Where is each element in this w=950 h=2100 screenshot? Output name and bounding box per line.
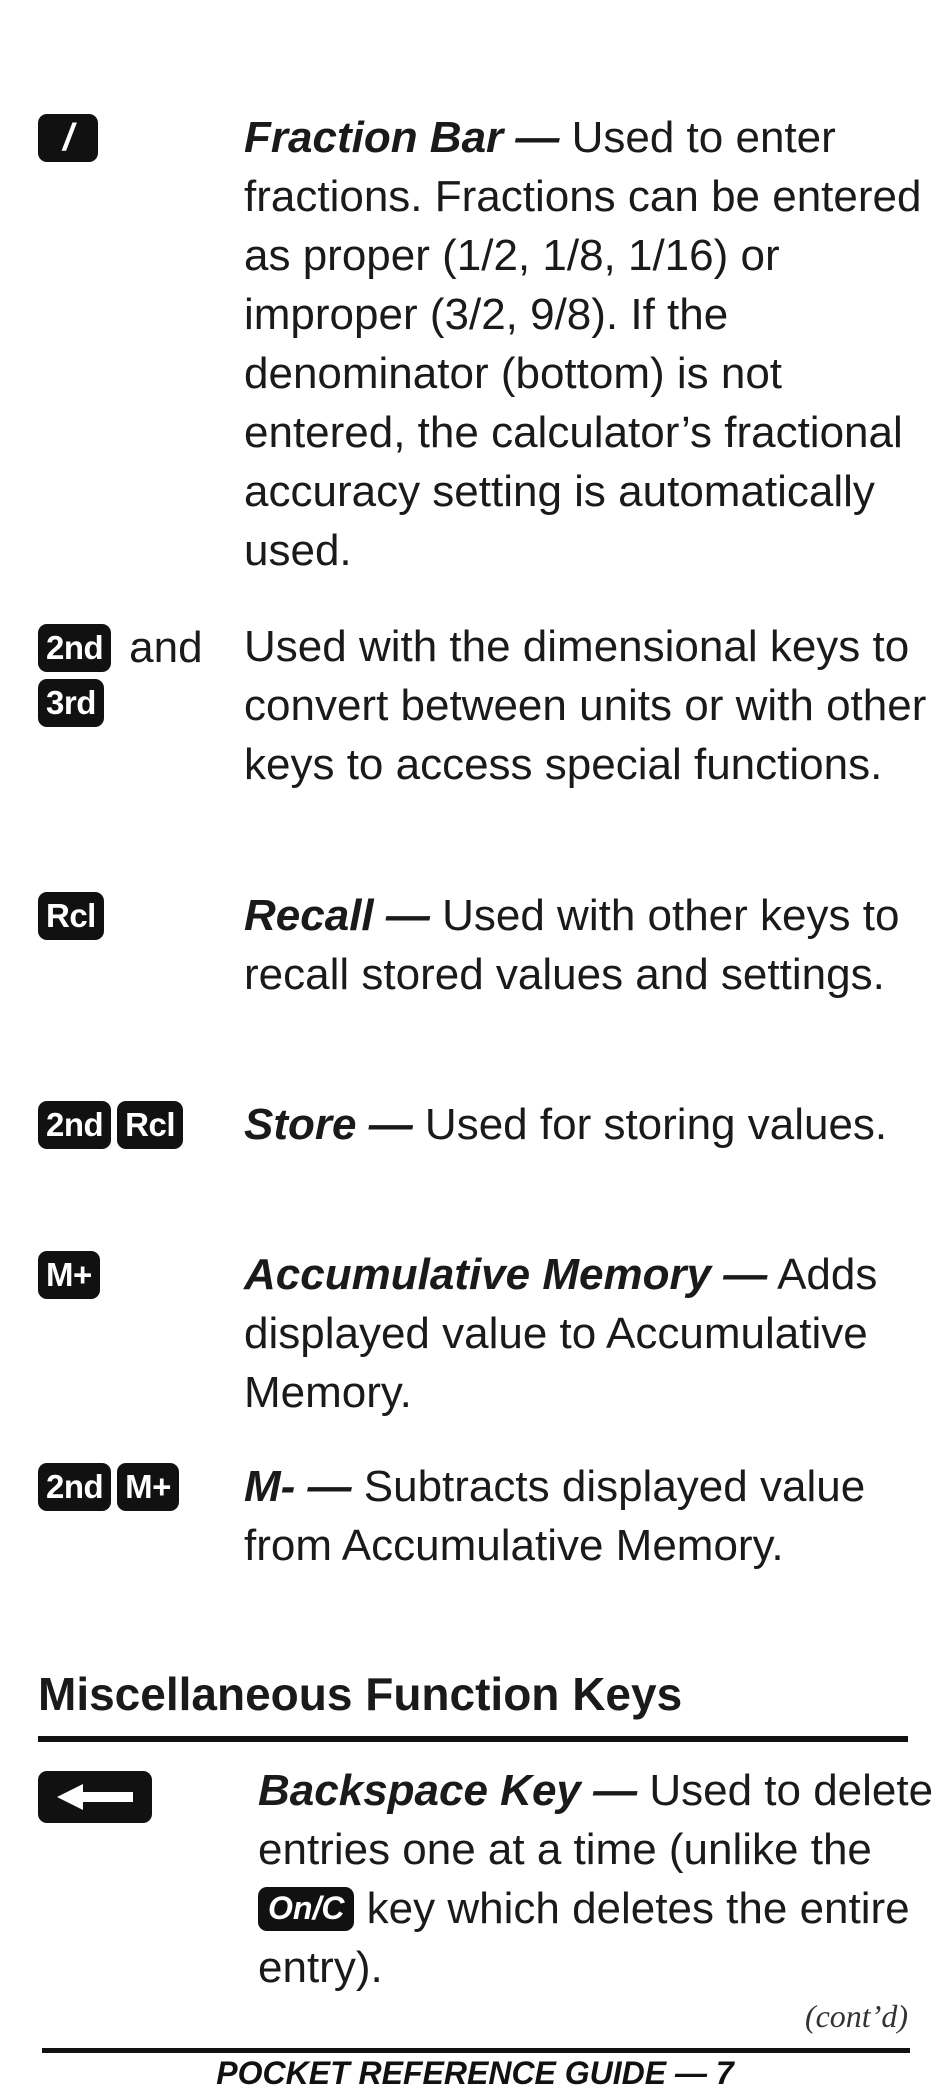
entry-term: Backspace Key — <box>258 1766 638 1815</box>
entry-term: Accumulative Memory — <box>244 1250 768 1299</box>
m-plus-key: M+ <box>117 1463 179 1511</box>
continued-note: (cont’d) <box>804 1998 908 2034</box>
key-group <box>38 1463 179 1511</box>
entry-description <box>244 1245 934 1422</box>
2nd-key: 2nd <box>38 1101 111 1149</box>
entry-description <box>258 1761 948 1997</box>
fraction-bar-key: / <box>38 114 98 162</box>
on-c-key: On/C <box>258 1887 354 1931</box>
section-divider <box>38 1736 908 1742</box>
entry-text: Used with the dimensional keys to convert between units or with other keys to access special functions. <box>244 622 927 789</box>
entry-description <box>244 617 934 794</box>
entry-term: Fraction Bar — <box>244 113 560 162</box>
entry-term: Store — <box>244 1100 413 1149</box>
2nd-key: 2nd <box>38 624 111 672</box>
key-group <box>38 623 203 727</box>
left-arrow-icon <box>38 1771 152 1823</box>
footer-divider <box>42 2048 910 2053</box>
page-footer: POCKET REFERENCE GUIDE — 7 <box>216 2055 734 2091</box>
entry-term: Recall — <box>244 891 430 940</box>
key-group <box>38 892 104 940</box>
entry-text-before: Used to delete entries one at a time (unlike the <box>258 1766 934 1874</box>
rcl-key: Rcl <box>38 892 104 940</box>
entry-text: Used to enter fractions. Fractions can be entered as proper (1/2, 1/8, 1/16) or improper (3/2, 9/8). If the denominator (bottom) is not entered, the calculator’s fractional accuracy setting is automatically used. <box>244 113 922 575</box>
entry-text-after: key which deletes the entire entry). <box>258 1884 910 1992</box>
entry-text: Subtracts displayed value from Accumulative Memory. <box>244 1462 866 1570</box>
key-group <box>38 1771 152 1823</box>
entry-description <box>244 108 934 580</box>
entry-text: Used for storing values. <box>412 1100 888 1149</box>
entry-text: Used with other keys to recall stored values and settings. <box>244 891 900 999</box>
connector-text: and <box>129 623 203 672</box>
entry-description <box>244 886 934 1004</box>
key-group <box>38 114 98 162</box>
entry-description <box>244 1095 934 1154</box>
entry-text: Adds displayed value to Accumulative Memory. <box>244 1250 878 1417</box>
rcl-key: Rcl <box>117 1101 183 1149</box>
entry-description <box>244 1457 934 1575</box>
key-group <box>38 1251 100 1299</box>
section-title: Miscellaneous Function Keys <box>38 1668 683 1720</box>
3rd-key: 3rd <box>38 679 104 727</box>
entry-term: M- — <box>244 1462 352 1511</box>
m-plus-key: M+ <box>38 1251 100 1299</box>
2nd-key: 2nd <box>38 1463 111 1511</box>
key-group <box>38 1101 183 1149</box>
